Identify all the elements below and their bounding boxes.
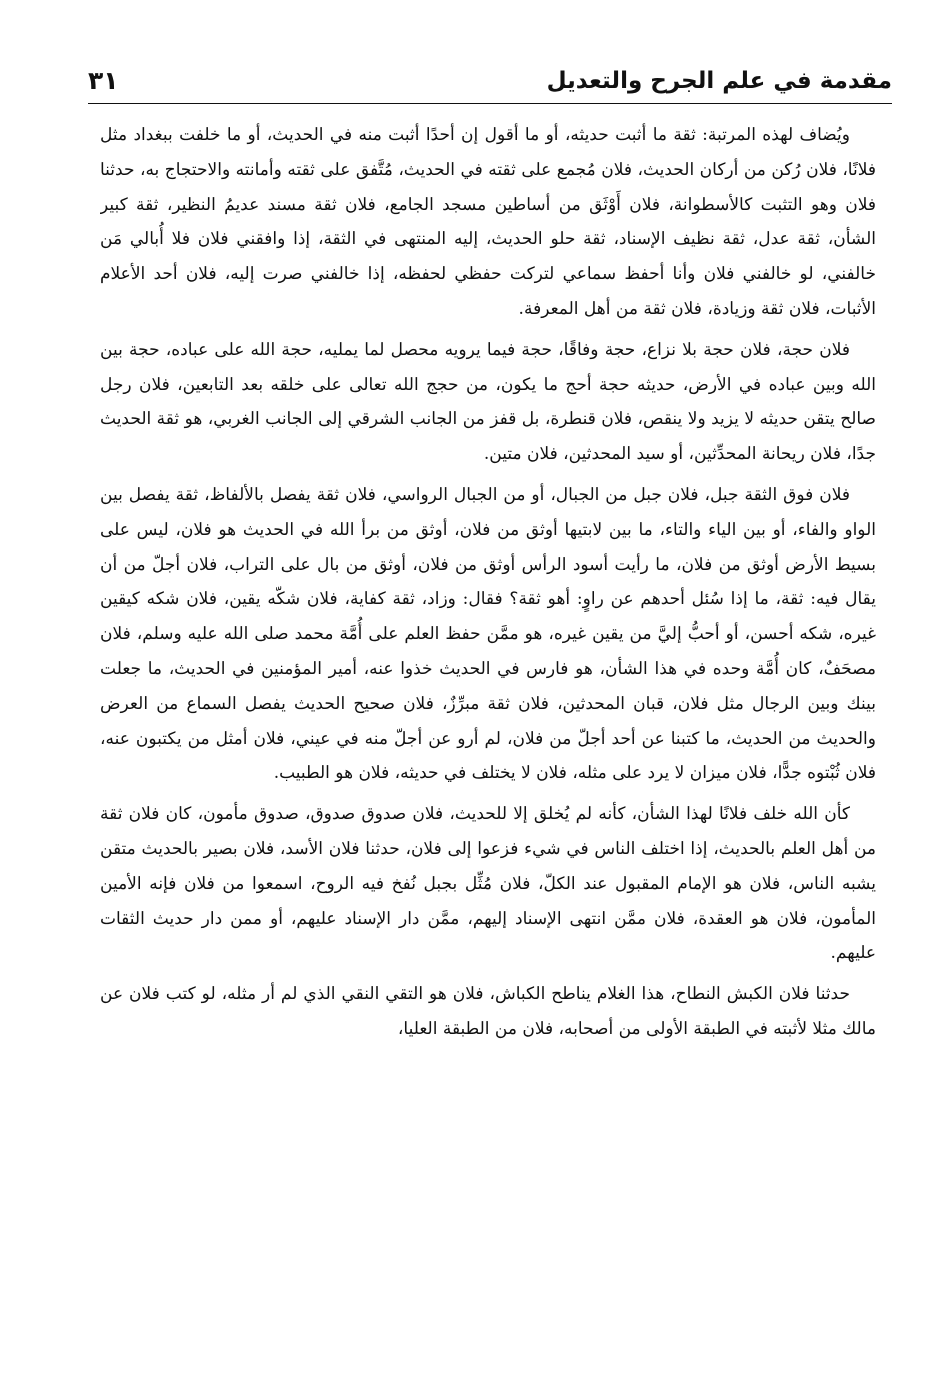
body-text <box>100 118 876 1348</box>
paragraph: حدثنا فلان الكبش النطاح، هذا الغلام يناطح الكباش، فلان هو التقي النقي الذي لم أر مثله، لو كتب فلان عن مالك مثلا لأثبته في الطبقة الأولى من أصحابه، فلان من الطبقة العليا، <box>100 984 876 1039</box>
paragraph: فلان فوق الثقة جبل، فلان جبل من الجبال، أو من الجبال الرواسي، فلان ثقة يفصل بالألفاظ، ثقة يفصل بين الواو والفاء، أو بين الياء والتاء، ما بين لابتيها أوثق من فلان، أوثق من برأ الله في الحديث هو فلان، ليس على بسيط الأرض أوثق من فلان، ما رأيت أسود الرأس أوثق من فلان، أوثق من بال على التراب، فلان أجلّ من أن يقال فيه: ثقة، ما إذا سُئل أحدهم عن راوٍ: أهو ثقة؟ فقال: وزاد، ثقة كفاية، فلان شكّه يقين، فلان شكه كيقين غيره، شكه أحسن، أو أحبُّ إليَّ من يقين غيره، هو ممَّن حفظ العلم على أُمَّة محمد صلى الله عليه وسلم، فلان مصحَفٌ، كان أُمَّة وحده في هذا الشأن، هو فارس في الحديث خذوا عنه، أمير المؤمنين في الحديث، ما جعلت بينك وبين الرجال مثل فلان، قبان المحدثين، فلان ثقة مبرِّزٌ، فلان صحيح الحديث يفصل السماع من العرض والحديث من الحديث، ما كتبنا عن أحد أجلّ من فلان، لم أرو عن أجلّ منه في عيني، فلان أمثل من يكتبون عنه، فلان ثُبْتوه جدًّا، فلان ميزان لا يرد على مثله، فلان لا يختلف في حديثه، فلان هو الطبيب. <box>100 484 876 784</box>
header-divider <box>88 103 892 104</box>
paragraph: فلان حجة، فلان حجة بلا نزاع، حجة وفاقًا، حجة فيما يرويه محصل لما يمليه، حجة الله على عباده، حجة بين الله وبين عباده في الأرض، حديثه حجة أحج ما يكون، من حجج الله تعالى على خلقه بعد التابعين، فلان رجل صالح يتقن حديثه لا يزيد ولا ينقص، فلان قنطرة، بل قفز من الجانب الشرقي إلى الجانب الغربي، هو ثقة الحديث جدًا، فلان ريحانة المحدِّثين، أو سيد المحدثين، فلان متين. <box>100 339 876 465</box>
running-head <box>88 52 892 96</box>
page-number: ٣١ <box>88 66 119 95</box>
book-title: مقدمة في علم الجرح والتعديل <box>546 68 892 94</box>
paragraph: ويُضاف لهذه المرتبة: ثقة ما أثبت حديثه، أو ما أقول إن أحدًا أثبت منه في الحديث، أو ما خلفت ببغداد مثل فلانًا، فلان رُكن من أركان الحديث، فلان مُجمع على ثقته في الحديث، مُتَّفق على ثقته وأمانته والاحتجاج به، حدثنا فلان وهو التثبت كالأسطوانة، فلان أَوْثَق من أساطين مسجد الجامع، فلان ثقة مسند عديمُ النظير، ثقة كبير الشأن، ثقة عدل، ثقة نظيف الإسناد، ثقة حلو الحديث، إليه المنتهى في الثقة، إذا وافقني فلان فلا أُبالي مَن خالفني، لو خالفني فلان وأنا أحفظ سماعي لتركت حفظي لحفظه، إذا خالفني صرت إليه، فلان أحد الأعلام الأثبات، فلان ثقة وزيادة، فلان ثقة من أهل المعرفة. <box>100 125 876 319</box>
paragraph: كأن الله خلف فلانًا لهذا الشأن، كأنه لم يُخلق إلا للحديث، فلان صدوق صدوق، صدوق مأمون، كان فلان ثقة من أهل العلم بالحديث، إذا اختلف الناس في شيء فزعوا إلى فلان، حدثنا فلان الأسد، فلان بصير بالحديث متقن يشبه الناس، فلان هو الإمام المقبول عند الكلّ، فلان مُثِّل بجبل نُفخ فيه الروح، اسمعوا من فلان فإنه الأمين المأمون، فلان هو العقدة، فلان ممَّن انتهى الإسناد إليهم، ممَّن دار الإسناد عليهم، أو ممن دار حديث الثقات عليهم. <box>100 804 876 964</box>
